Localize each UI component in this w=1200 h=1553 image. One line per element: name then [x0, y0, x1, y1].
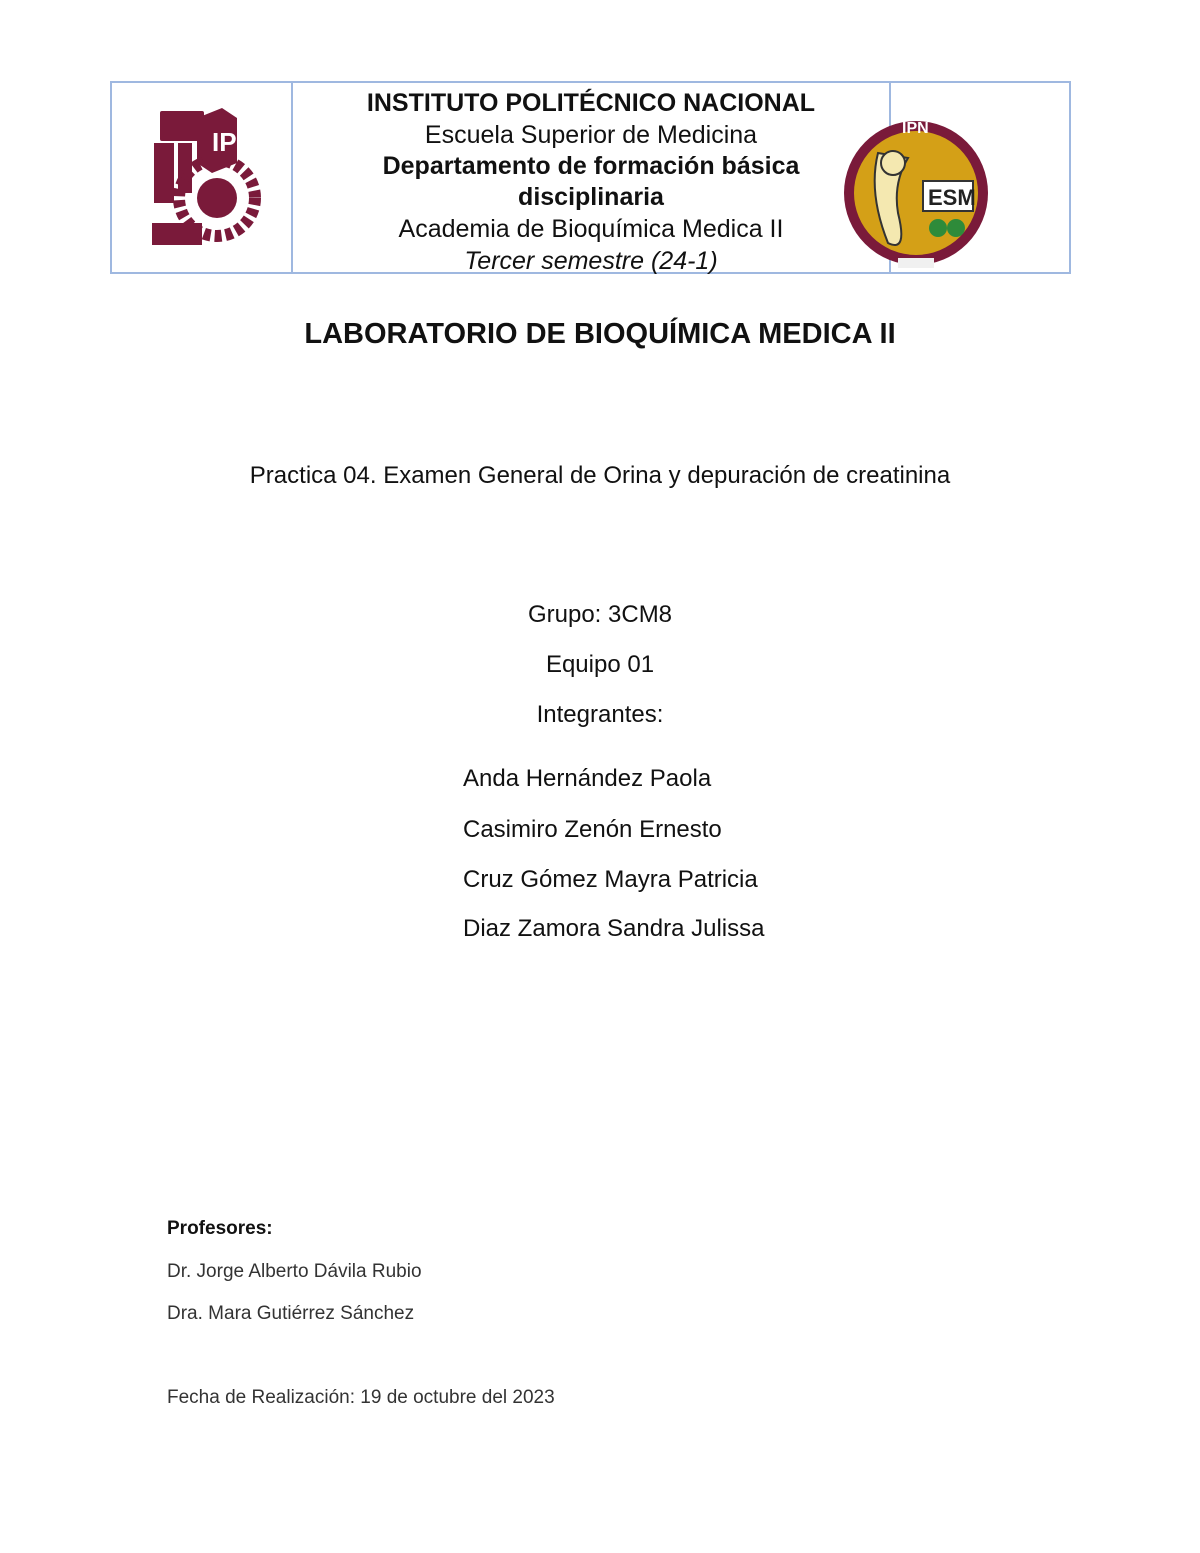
- esm-logo: [838, 113, 994, 273]
- institution-name: INSTITUTO POLITÉCNICO NACIONAL: [366, 89, 816, 117]
- member-name: Cruz Gómez Mayra Patricia: [463, 866, 758, 893]
- professor-name: Dra. Mara Gutiérrez Sánchez: [167, 1303, 415, 1324]
- group-label: Grupo: 3CM8: [527, 601, 673, 628]
- member-name: Diaz Zamora Sandra Julissa: [463, 915, 765, 942]
- ipn-logo-text: IPN: [211, 126, 255, 157]
- department-line1: Departamento de formación básica: [382, 152, 800, 180]
- ipn-logo: [142, 103, 262, 253]
- ipn-logo-cell: [112, 83, 293, 272]
- member-name: Anda Hernández Paola: [463, 765, 712, 792]
- professors-label: Profesores:: [167, 1218, 273, 1239]
- professor-name: Dr. Jorge Alberto Dávila Rubio: [167, 1261, 422, 1282]
- semester: Tercer semestre (24-1): [464, 247, 718, 275]
- document-title: LABORATORIO DE BIOQUÍMICA MEDICA II: [304, 318, 896, 350]
- esm-logo-text: ESM: [928, 185, 976, 210]
- academy-name: Academia de Bioquímica Medica II: [398, 215, 784, 243]
- header-text-cell: [293, 83, 891, 275]
- esm-logo-top-text: IPN: [902, 120, 929, 137]
- team-label: Equipo 01: [545, 651, 655, 678]
- member-name: Casimiro Zenón Ernesto: [463, 816, 722, 843]
- practice-title: Practica 04. Examen General de Orina y depuración de creatinina: [249, 462, 951, 489]
- members-label: Integrantes:: [536, 701, 664, 728]
- school-name: Escuela Superior de Medicina: [424, 121, 758, 149]
- department-line2: disciplinaria: [518, 183, 664, 211]
- date-line: Fecha de Realización: 19 de octubre del 2023: [167, 1387, 555, 1408]
